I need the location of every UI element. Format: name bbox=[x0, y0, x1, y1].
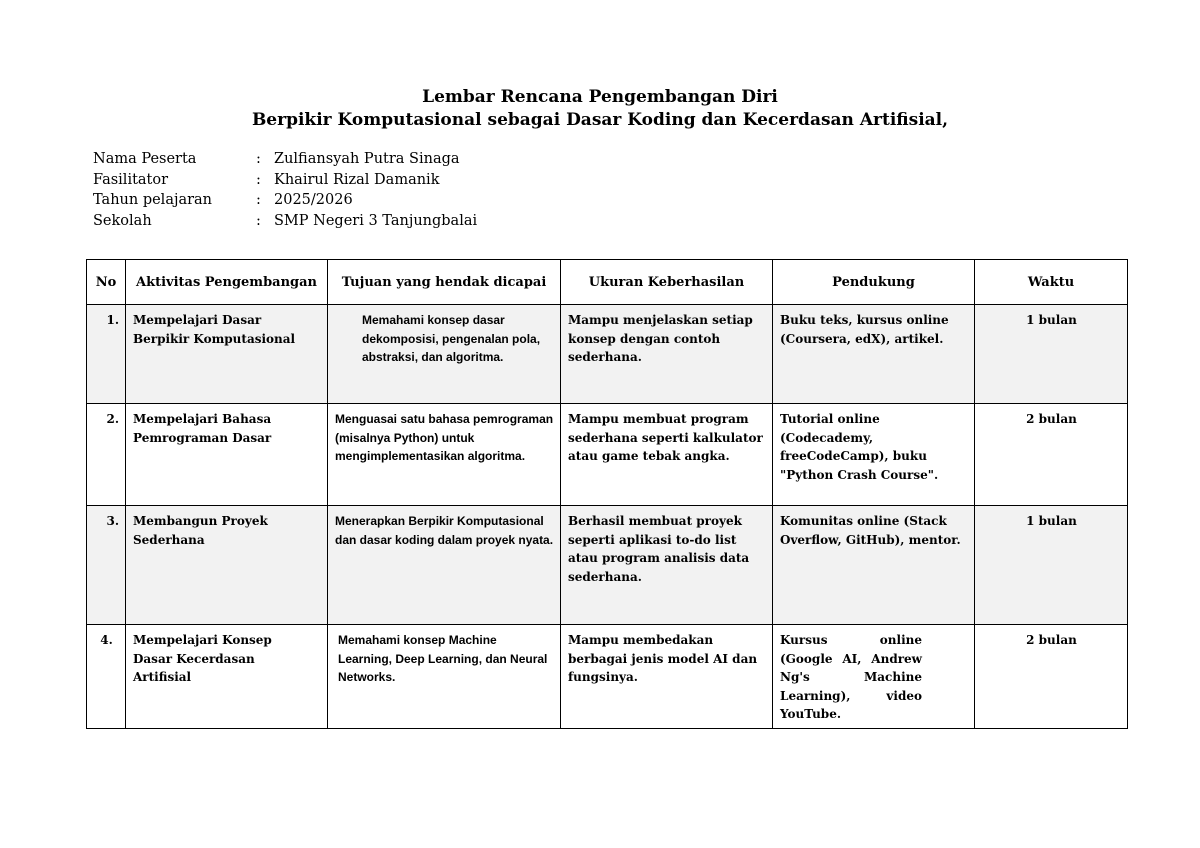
info-row-participant bbox=[93, 149, 477, 170]
info-row-facilitator bbox=[93, 170, 477, 191]
header-no: No bbox=[87, 260, 126, 305]
table-row bbox=[87, 305, 1128, 404]
cell-activity: Mempelajari Bahasa Pemrograman Dasar bbox=[126, 404, 328, 506]
cell-goal: Menguasai satu bahasa pemrograman (misalnya Python) untuk mengimplementasikan algoritma. bbox=[328, 404, 561, 506]
info-value: Khairul Rizal Damanik bbox=[274, 171, 440, 188]
info-value: Zulfiansyah Putra Sinaga bbox=[274, 151, 460, 167]
info-row-school bbox=[93, 211, 477, 232]
cell-success: Berhasil membuat proyek seperti aplikasi to-do list atau program analisis data sederhana. bbox=[561, 506, 773, 625]
info-colon: : bbox=[256, 192, 261, 208]
support-line: Kursus online bbox=[780, 633, 922, 647]
cell-no: 4. bbox=[87, 625, 126, 729]
table-row bbox=[87, 625, 1128, 729]
support-line: YouTube. bbox=[780, 707, 842, 721]
cell-no: 3. bbox=[87, 506, 126, 625]
support-line: (Google AI, Andrew bbox=[780, 651, 922, 666]
cell-goal: Menerapkan Berpikir Komputasional dan dasar koding dalam proyek nyata. bbox=[328, 506, 561, 625]
cell-goal: Memahami konsep Machine Learning, Deep Learning, dan Neural Networks. bbox=[328, 625, 561, 729]
header-goal: Tujuan yang hendak dicapai bbox=[328, 260, 561, 305]
cell-time: 1 bulan bbox=[975, 305, 1128, 404]
info-row-school-year bbox=[93, 190, 477, 211]
cell-no: 2. bbox=[87, 404, 126, 506]
cell-success: Mampu menjelaskan setiap konsep dengan contoh sederhana. bbox=[561, 305, 773, 404]
table-row bbox=[87, 506, 1128, 625]
cell-activity: Mempelajari Konsep Dasar Kecerdasan Artifisial bbox=[126, 625, 328, 729]
participant-info bbox=[93, 149, 477, 231]
development-plan-table bbox=[86, 259, 1128, 729]
document-title: Lembar Rencana Pengembangan Diri bbox=[422, 87, 778, 107]
cell-goal: Memahami konsep dasar dekomposisi, pengenalan pola, abstraksi, dan algoritma. bbox=[328, 305, 561, 404]
info-label: Sekolah bbox=[93, 212, 152, 229]
info-value: SMP Negeri 3 Tanjungbalai bbox=[274, 212, 478, 229]
info-label: Nama Peserta bbox=[93, 151, 197, 167]
cell-success: Mampu membedakan berbagai jenis model AI dan fungsinya. bbox=[561, 625, 773, 729]
cell-support: Komunitas online (Stack Overflow, GitHub), mentor. bbox=[773, 506, 975, 625]
cell-activity: Membangun Proyek Sederhana bbox=[126, 506, 328, 625]
info-label: Tahun pelajaran bbox=[93, 192, 213, 208]
info-label: Fasilitator bbox=[93, 171, 169, 188]
header-time: Waktu bbox=[975, 260, 1128, 305]
header-success: Ukuran Keberhasilan bbox=[561, 260, 773, 305]
cell-support: Buku teks, kursus online (Coursera, edX), artikel. bbox=[773, 305, 975, 404]
cell-success: Mampu membuat program sederhana seperti kalkulator atau game tebak angka. bbox=[561, 404, 773, 506]
table-row bbox=[87, 404, 1128, 506]
info-colon: : bbox=[256, 171, 261, 188]
info-value: 2025/2026 bbox=[274, 192, 353, 208]
document-subtitle: Berpikir Komputasional sebagai Dasar Koding dan Kecerdasan Artifisial, bbox=[251, 110, 949, 130]
cell-no: 1. bbox=[87, 305, 126, 404]
cell-time: 2 bulan bbox=[975, 404, 1128, 506]
header-support: Pendukung bbox=[773, 260, 975, 305]
header-activity: Aktivitas Pengembangan bbox=[126, 260, 328, 305]
cell-activity: Mempelajari Dasar Berpikir Komputasional bbox=[126, 305, 328, 404]
table-header-row bbox=[87, 260, 1128, 305]
cell-time: 2 bulan bbox=[975, 625, 1128, 729]
cell-time: 1 bulan bbox=[975, 506, 1128, 625]
cell-support: Tutorial online (Codecademy, freeCodeCamp), buku "Python Crash Course". bbox=[773, 404, 975, 506]
info-colon: : bbox=[256, 212, 261, 229]
info-colon: : bbox=[256, 151, 261, 167]
cell-support bbox=[773, 625, 975, 729]
support-line: Learning), video bbox=[780, 688, 922, 703]
support-line: Ng's Machine bbox=[780, 670, 922, 684]
